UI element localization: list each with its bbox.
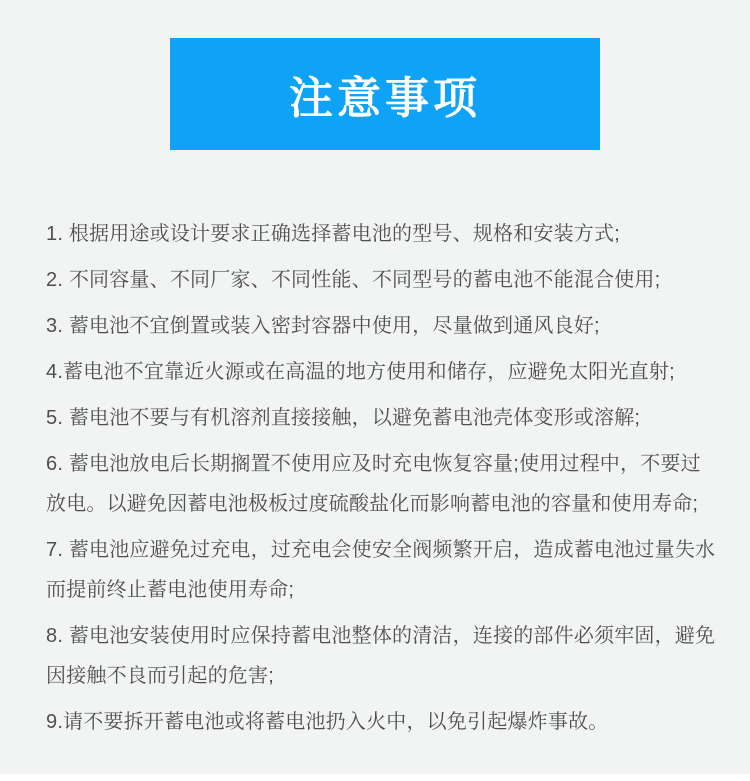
note-item-3: 3. 蓄电池不宜倒置或装入密封容器中使用，尽量做到通风良好; bbox=[46, 315, 600, 337]
note-item-1: 1. 根据用途或设计要求正确选择蓄电池的型号、规格和安装方式; bbox=[46, 223, 620, 245]
notice-header-banner bbox=[170, 38, 600, 150]
notice-title: 注意事项 bbox=[289, 74, 481, 123]
note-item-5: 5. 蓄电池不要与有机溶剂直接接触，以避免蓄电池壳体变形或溶解; bbox=[46, 407, 641, 429]
note-item-8: 8. 蓄电池安装使用时应保持蓄电池整体的清洁，连接的部件必须牢固，避免因接触不良而引起的危害; bbox=[46, 625, 716, 687]
bottom-strip bbox=[0, 774, 750, 781]
note-item-7: 7. 蓄电池应避免过充电，过充电会使安全阀频繁开启，造成蓄电池过量失水而提前终止蓄电池使用寿命; bbox=[46, 539, 716, 601]
note-item-2: 2. 不同容量、不同厂家、不同性能、不同型号的蓄电池不能混合使用; bbox=[46, 269, 661, 291]
note-item-6: 6. 蓄电池放电后长期搁置不使用应及时充电恢复容量;使用过程中，不要过放电。以避免因蓄电池极板过度硫酸盐化而影响蓄电池的容量和使用寿命; bbox=[46, 453, 701, 515]
note-item-9: 9.请不要拆开蓄电池或将蓄电池扔入火中，以免引起爆炸事故。 bbox=[46, 711, 609, 733]
notes-list bbox=[0, 150, 750, 742]
note-item-4: 4.蓄电池不宜靠近火源或在高温的地方使用和储存，应避免太阳光直射; bbox=[46, 361, 675, 383]
